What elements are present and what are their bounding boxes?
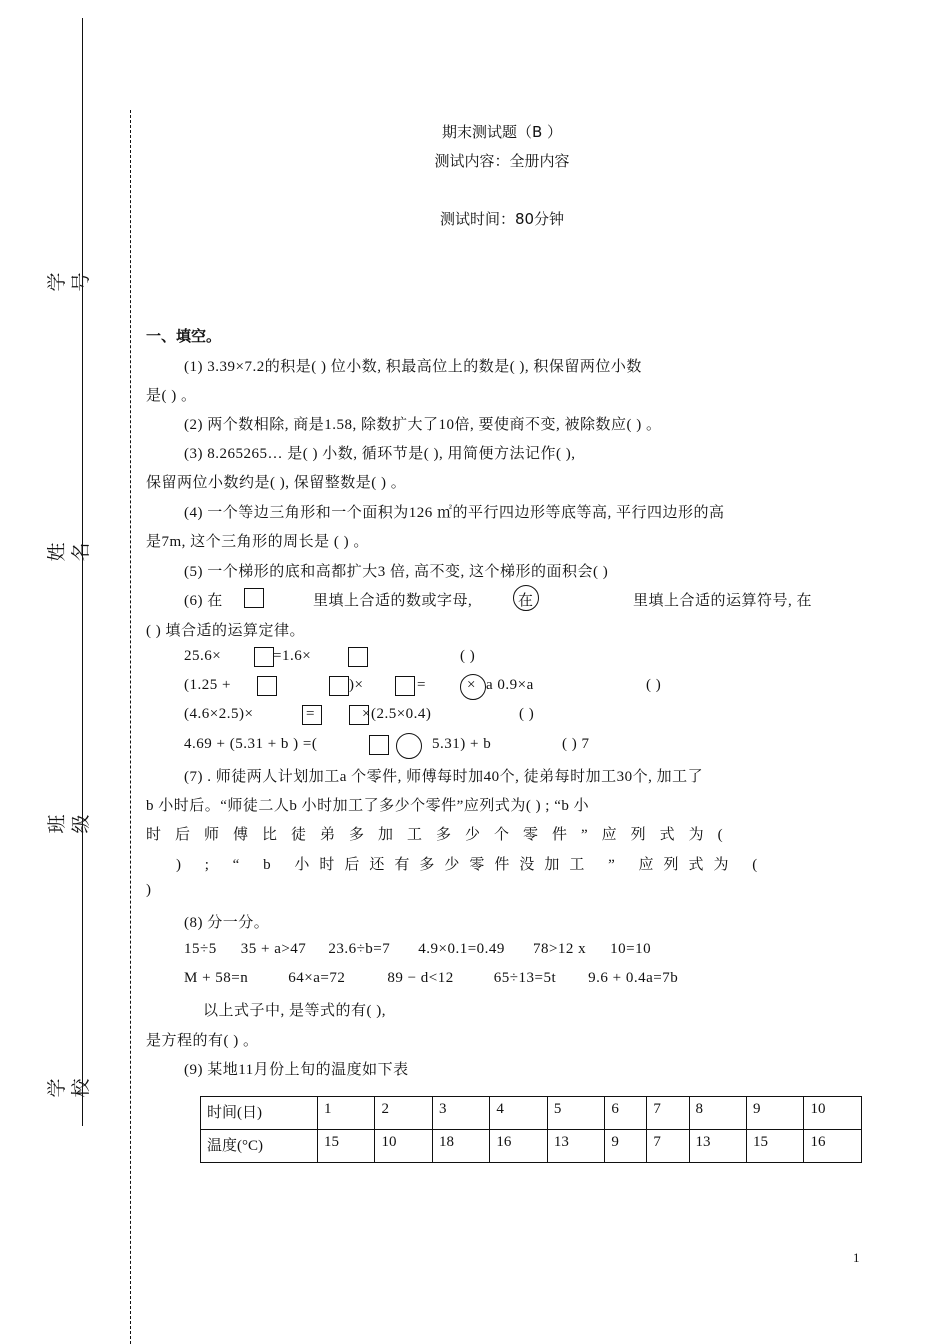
q9-title: (9) 某地11月份上旬的温度如下表 xyxy=(184,1062,409,1078)
table-cell: 10 xyxy=(375,1130,432,1163)
answer-box-icon xyxy=(369,735,389,755)
answer-circle-icon xyxy=(396,733,422,759)
expression: 64×a=72 xyxy=(288,970,346,986)
q6-row2-d: a 0.9×a xyxy=(486,677,534,693)
temperature-table xyxy=(200,1096,862,1163)
table-row xyxy=(201,1097,862,1130)
q8-function-line: 是方程的有( ) 。 xyxy=(146,1033,259,1049)
q1-line1: (1) 3.39×7.2的积是( ) 位小数, 积最高位上的数是( ), 积保留两位小数 xyxy=(184,359,642,375)
q6-row1-b: =1.6× xyxy=(273,648,312,664)
page-title: 期末测试题（B ） xyxy=(441,123,563,141)
table-cell: 10 xyxy=(804,1097,862,1130)
expression: 4.9×0.1=0.49 xyxy=(418,941,505,957)
q3-line1: (3) 8.265265… 是( ) 小数, 循环节是( ), 用简便方法记作( ), xyxy=(184,446,576,462)
q6-circle-char: 在 xyxy=(518,593,534,609)
table-cell: 4 xyxy=(490,1097,547,1130)
q5: (5) 一个梯形的底和高都扩大3 倍, 高不变, 这个梯形的面积会( ) xyxy=(184,564,609,580)
table-cell: 15 xyxy=(318,1130,375,1163)
q7-line1: (7) . 师徒两人计划加工a 个零件, 师傅每时加40个, 徒弟每时加工30个, 加工了 xyxy=(184,769,704,785)
table-cell: 18 xyxy=(432,1130,489,1163)
expression: 9.6 + 0.4a=7b xyxy=(588,970,679,986)
q7-line2: b 小时后。“师徒二人b 小时加工了多少个零件”应列式为( ) ; “b 小 xyxy=(146,798,590,814)
q6-row3-a: (4.6×2.5)× xyxy=(184,706,254,722)
table-cell: 3 xyxy=(432,1097,489,1130)
expression: M + 58=n xyxy=(184,970,249,986)
student-id-label: 学号 xyxy=(46,272,92,292)
page-number: 1 xyxy=(853,1250,860,1265)
q7-line5: ) xyxy=(146,882,152,898)
q7-line3: 时后师傅比徒弟多加工多少个零件”应列式为( xyxy=(146,827,737,843)
binding-line xyxy=(82,18,83,1126)
q6-row4-c: ( ) 7 xyxy=(562,736,590,752)
q6-row2-e: ( ) xyxy=(646,677,662,693)
expression: 78>12 x xyxy=(532,941,587,957)
q8-row1 xyxy=(184,941,651,958)
q6-row1-a: 25.6× xyxy=(184,648,222,664)
q6-part3: 里填上合适的运算符号, 在 xyxy=(633,593,813,609)
expression: 65÷13=5t xyxy=(493,970,557,986)
table-cell: 16 xyxy=(490,1130,547,1163)
q4-line2: 是7m, 这个三角形的周长是 ( ) 。 xyxy=(146,534,369,550)
table-cell: 1 xyxy=(318,1097,375,1130)
q3-line2: 保留两位小数约是( ), 保留整数是( ) 。 xyxy=(146,475,407,491)
test-time: 测试时间：80分钟 xyxy=(439,210,565,228)
q4-line1: (4) 一个等边三角形和一个面积为126 ㎡的平行四边形等底等高, 平行四边形的高 xyxy=(184,505,725,521)
table-cell: 7 xyxy=(647,1097,689,1130)
table-cell: 9 xyxy=(746,1097,803,1130)
q7-line4: ) ; “ b 小时后还有多少零件没加工 ” 应列式为 ( xyxy=(176,857,768,873)
answer-box-icon xyxy=(257,676,277,696)
answer-box-icon xyxy=(254,647,274,667)
q6-line2: ( ) 填合适的运算定律。 xyxy=(146,623,305,639)
row-header: 温度(°C) xyxy=(201,1130,318,1163)
q6-row2-b: )× xyxy=(349,677,364,693)
q8-equation-line: 以上式子中, 是等式的有( ), xyxy=(203,1003,386,1019)
q8-title: (8) 分一分。 xyxy=(184,915,270,931)
q1-line2: 是( ) 。 xyxy=(146,388,197,404)
expression: 10=10 xyxy=(610,941,652,957)
expression: 23.6÷b=7 xyxy=(328,941,391,957)
q6-part1: (6) 在 xyxy=(184,593,223,609)
table-cell: 5 xyxy=(547,1097,604,1130)
answer-box-icon xyxy=(329,676,349,696)
q6-row3-b: = xyxy=(306,706,315,722)
answer-box-icon xyxy=(348,647,368,667)
q6-row4-a: 4.69 + (5.31 + b ) =( xyxy=(184,736,318,752)
expression: 89 − d<12 xyxy=(387,970,454,986)
expression: 35 + a>47 xyxy=(240,941,307,957)
table-cell: 7 xyxy=(647,1130,689,1163)
answer-box-icon xyxy=(395,676,415,696)
q6-part2: 里填上合适的数或字母, xyxy=(313,593,473,609)
class-label: 班级 xyxy=(46,814,92,834)
q6-row3-d: ( ) xyxy=(519,706,535,722)
q2: (2) 两个数相除, 商是1.58, 除数扩大了10倍, 要使商不变, 被除数应( ) 。 xyxy=(184,417,662,433)
table-cell: 13 xyxy=(689,1130,746,1163)
q6-row2-a: (1.25 + xyxy=(184,677,231,693)
table-cell: 13 xyxy=(547,1130,604,1163)
q6-row4-b: 5.31) + b xyxy=(432,736,492,752)
q6-row3-c: ×(2.5×0.4) xyxy=(362,706,432,722)
multiply-sign: × xyxy=(467,677,476,693)
answer-box-icon xyxy=(244,588,264,608)
expression: 15÷5 xyxy=(184,941,217,957)
table-cell: 16 xyxy=(804,1130,862,1163)
test-content: 测试内容：全册内容 xyxy=(434,152,570,170)
row-header: 时间(日) xyxy=(201,1097,318,1130)
section-heading: 一、填空。 xyxy=(146,327,222,345)
table-cell: 15 xyxy=(746,1130,803,1163)
name-label: 姓名 xyxy=(46,542,92,562)
q8-row2 xyxy=(184,970,678,987)
table-cell: 8 xyxy=(689,1097,746,1130)
table-cell: 2 xyxy=(375,1097,432,1130)
cut-line xyxy=(130,110,131,1344)
school-label: 学校 xyxy=(46,1078,92,1098)
table-cell: 9 xyxy=(605,1130,647,1163)
table-row xyxy=(201,1130,862,1163)
q6-row1-c: ( ) xyxy=(460,648,476,664)
q6-row2-c: = xyxy=(417,677,426,693)
table-cell: 6 xyxy=(605,1097,647,1130)
